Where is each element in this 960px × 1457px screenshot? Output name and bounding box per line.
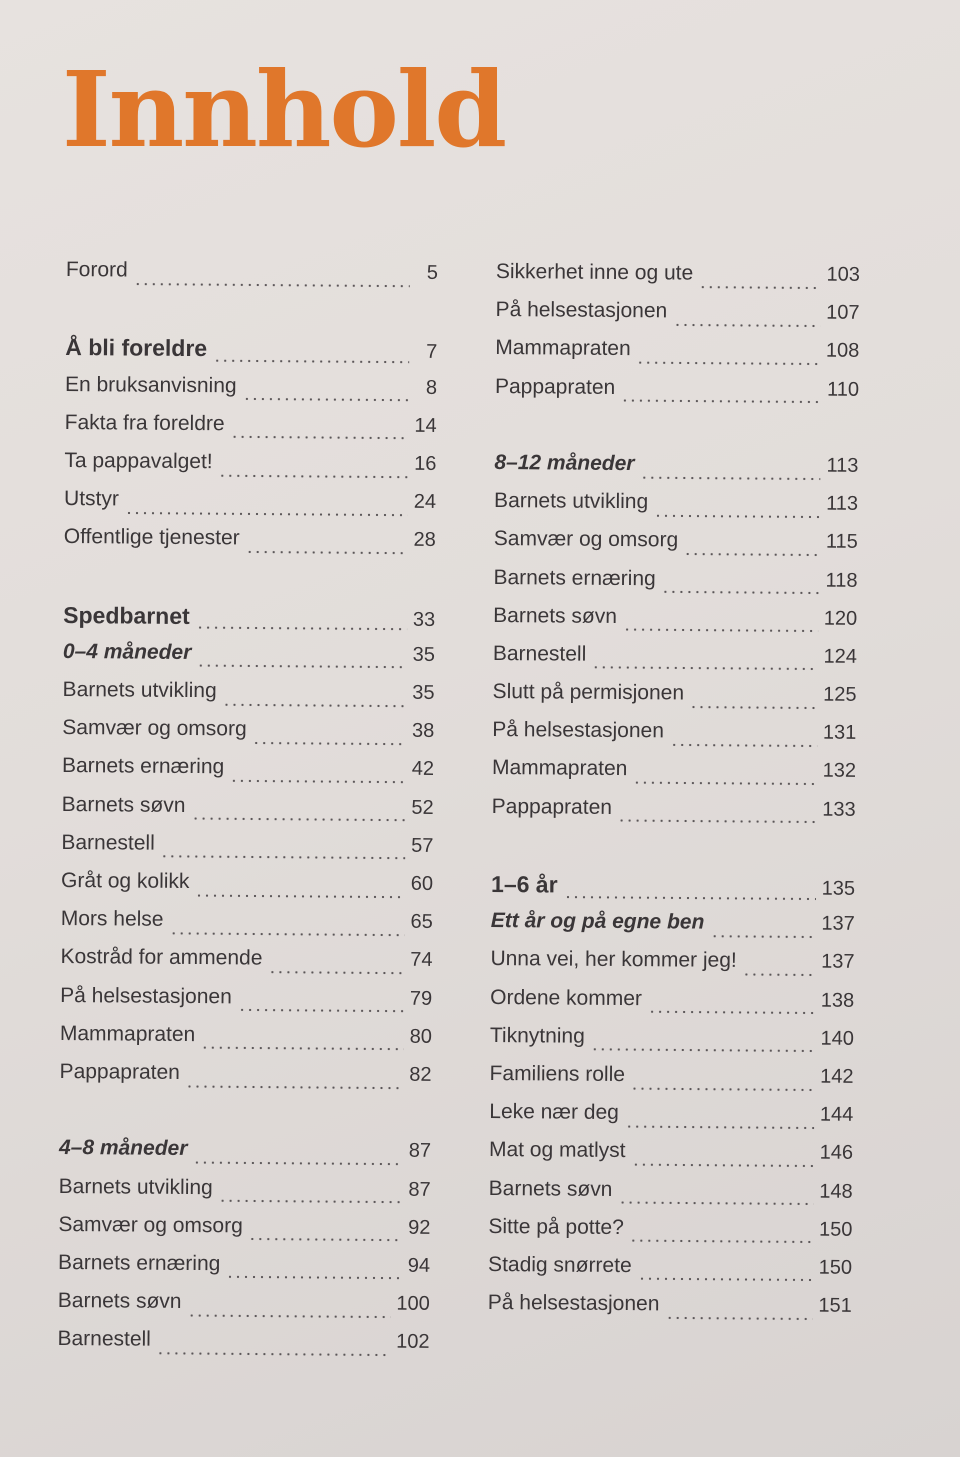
toc-page-number: 42 [411, 758, 435, 781]
dot-leader [710, 934, 815, 938]
dot-leader [637, 361, 820, 365]
toc-entry [60, 984, 432, 1025]
dot-leader [187, 1314, 390, 1319]
toc-entry [62, 754, 434, 795]
toc-entry [495, 298, 859, 339]
toc-entry [60, 945, 432, 986]
toc-page-number: 5 [426, 261, 438, 284]
toc-entry-label: 0–4 måneder [62, 639, 192, 664]
toc-page-number: 125 [823, 683, 857, 706]
dot-leader [654, 514, 820, 518]
dot-leader [238, 1009, 404, 1013]
dot-leader [638, 1278, 813, 1282]
toc-subsection-heading [63, 640, 435, 681]
toc-entry-label: Barnets ernæring [493, 565, 656, 590]
toc-entry-label: Kostråd for ammende [60, 945, 263, 970]
toc-entry-label: På helsestasjonen [487, 1291, 660, 1316]
dot-leader [592, 666, 817, 671]
toc-entry-label: Pappapraten [494, 374, 616, 399]
section-spacer [491, 833, 855, 874]
toc-page-number: 100 [396, 1292, 430, 1315]
toc-entry-label: Barnets søvn [493, 603, 618, 628]
toc-page-number: 24 [413, 490, 437, 514]
toc-entry-label: Ta pappavalget! [64, 448, 213, 474]
toc-page-number: 33 [412, 608, 436, 631]
toc-page-number: 14 [414, 414, 437, 437]
toc-entry-label: Sikkerhet inne og ute [495, 260, 694, 285]
toc-entry [492, 680, 856, 721]
dot-leader [213, 359, 409, 364]
toc-entry [489, 1138, 853, 1179]
dot-leader [125, 511, 408, 516]
toc-entry [58, 1251, 430, 1292]
toc-entry [489, 1062, 853, 1103]
toc-entry [60, 1022, 432, 1063]
dot-leader [186, 1084, 403, 1089]
toc-page-number: 140 [820, 1027, 854, 1050]
toc-entry-label: Barnestell [492, 641, 587, 666]
toc-entry-label: Stadig snørrete [488, 1252, 632, 1277]
toc-page-number: 132 [822, 760, 857, 783]
toc-page-number: 115 [825, 530, 858, 554]
toc-entry [494, 489, 858, 530]
toc-page-number: 74 [410, 949, 433, 972]
toc-page-number: 113 [826, 454, 859, 477]
toc-page-number: 103 [826, 263, 860, 286]
toc-entry [66, 258, 438, 299]
dot-leader [623, 628, 818, 633]
dot-leader [169, 932, 404, 937]
toc-entry-label: Barnets søvn [61, 792, 186, 817]
toc-left-column [57, 258, 438, 1368]
dot-leader [191, 817, 405, 822]
toc-entry-label: På helsestasjonen [492, 718, 665, 743]
toc-entry-label: Å bli foreldre [65, 334, 208, 362]
toc-entry [61, 907, 433, 948]
dot-leader [564, 895, 816, 900]
toc-page-number: 148 [819, 1180, 853, 1203]
toc-page-number: 28 [413, 529, 436, 552]
toc-entry-label: Sitte på potte? [488, 1214, 624, 1239]
dot-leader [230, 779, 406, 783]
toc-page-number: 120 [823, 607, 858, 630]
dot-leader [246, 550, 408, 554]
dot-leader [618, 1201, 813, 1206]
toc-page-number: 94 [407, 1254, 431, 1277]
toc-page-number: 131 [822, 721, 857, 745]
dot-leader [195, 894, 404, 899]
toc-page-number: 137 [821, 950, 855, 974]
toc-entry [62, 793, 434, 834]
dot-leader [640, 476, 820, 480]
toc-entry-label: Utstyr [64, 487, 120, 511]
toc-entry-label: Barnets søvn [488, 1176, 613, 1201]
dot-leader [690, 705, 817, 709]
toc-entry-label: Barnets ernæring [58, 1250, 221, 1276]
toc-entry [59, 1174, 431, 1215]
toc-entry [492, 756, 856, 797]
dot-leader [219, 1199, 403, 1203]
dot-leader [625, 1125, 814, 1129]
toc-page-number: 79 [409, 987, 433, 1010]
toc-entry [61, 831, 433, 872]
toc-entry-label: Tiknytning [489, 1023, 585, 1048]
toc-entry-label: Forord [65, 258, 128, 282]
toc-page-number: 102 [396, 1330, 430, 1354]
dot-leader [618, 819, 816, 824]
section-spacer [65, 296, 437, 337]
toc-entry-label: Mat og matlyst [488, 1138, 626, 1163]
toc-entry-label: Ett år og på egne ben [490, 909, 705, 934]
toc-entry-label: Gråt og kolikk [61, 868, 190, 893]
toc-entry-label: Barnestell [61, 830, 155, 855]
toc-entry [65, 373, 437, 414]
toc-page-number: 35 [412, 643, 435, 666]
toc-entry [493, 642, 857, 683]
toc-entry [492, 795, 856, 836]
toc-entry [496, 260, 860, 301]
toc-entry-label: En bruksanvisning [64, 372, 237, 397]
toc-page-number: 65 [410, 910, 433, 934]
toc-entry [495, 375, 859, 416]
toc-page-number: 144 [819, 1103, 854, 1126]
toc-entry [488, 1291, 852, 1332]
page-title: Innhold [62, 48, 506, 171]
toc-entry-label: Unna vei, her kommer jeg! [490, 947, 737, 973]
section-spacer [63, 563, 435, 604]
toc-entry-label: Offentlige tjenester [63, 525, 240, 550]
dot-leader [591, 1048, 815, 1053]
toc-entry-label: Mammapraten [59, 1021, 196, 1046]
dot-leader [630, 1239, 813, 1243]
toc-entry-label: Mammapraten [491, 756, 628, 781]
toc-page-number: 60 [410, 872, 434, 895]
toc-page-number: 110 [827, 378, 860, 401]
toc-entry [488, 1253, 852, 1294]
toc-section-heading [63, 602, 435, 643]
dot-leader [161, 855, 405, 860]
toc-section-heading [491, 871, 855, 912]
toc-page-number: 113 [826, 492, 859, 515]
toc-entry [493, 604, 857, 645]
dot-leader [249, 1238, 402, 1242]
toc-entry [61, 869, 433, 910]
toc-entry [62, 716, 434, 757]
toc-page-number: 38 [411, 719, 435, 743]
dot-leader [253, 741, 406, 745]
toc-entry-label: Mammapraten [495, 336, 631, 361]
dot-leader [223, 703, 407, 707]
toc-entry [490, 986, 854, 1027]
dot-leader [673, 323, 820, 327]
dot-leader [670, 743, 817, 747]
toc-page-number: 57 [411, 834, 434, 857]
toc-entry-label: Samvær og omsorg [58, 1212, 243, 1238]
toc-entry-label: Samvær og omsorg [493, 527, 679, 552]
toc-page-number: 7 [426, 341, 438, 364]
toc-page-number: 142 [820, 1065, 854, 1088]
dot-leader [230, 436, 408, 440]
dot-leader [197, 665, 406, 670]
toc-entry-label: Pappapraten [59, 1059, 180, 1084]
toc-entry-label: På helsestasjonen [495, 298, 668, 323]
toc-entry-label: Barnets søvn [57, 1289, 182, 1314]
toc-page-number: 16 [414, 452, 437, 475]
dot-leader [242, 398, 408, 402]
toc-page-number: 87 [408, 1140, 432, 1163]
toc-entry [492, 718, 856, 759]
toc-entry [64, 449, 436, 490]
toc-entry-label: Barnets ernæring [61, 754, 225, 779]
toc-entry [58, 1213, 430, 1254]
toc-page-number: 80 [409, 1025, 432, 1048]
toc-entry-label: Slutt på permisjonen [492, 680, 685, 705]
dot-leader [631, 1087, 814, 1091]
dot-leader [631, 1163, 813, 1167]
toc-entry-label: Samvær og omsorg [62, 716, 247, 741]
toc-entry [58, 1289, 430, 1330]
toc-page-number: 150 [818, 1218, 853, 1241]
toc-page-number: 133 [822, 798, 856, 821]
dot-leader [196, 626, 407, 631]
toc-entry [64, 487, 436, 528]
toc-entry-label: Barnestell [57, 1327, 151, 1351]
toc-entry [493, 565, 857, 606]
toc-entry-label: Leke nær deg [489, 1100, 619, 1125]
section-spacer [59, 1098, 431, 1139]
toc-entry-label: 8–12 måneder [494, 450, 635, 476]
toc-page-number: 146 [819, 1141, 854, 1165]
toc-entry-label: Spedbarnet [63, 601, 190, 629]
toc-entry [62, 678, 434, 719]
dot-leader [157, 1352, 390, 1357]
toc-entry [489, 1100, 853, 1141]
dot-leader [684, 552, 820, 556]
toc-page-number: 118 [825, 569, 858, 592]
toc-page-number: 52 [411, 796, 434, 819]
toc-page-number: 150 [818, 1256, 853, 1279]
toc-entry [490, 947, 854, 988]
toc-entry-label: 4–8 måneder [58, 1136, 188, 1161]
toc-page-number: 35 [412, 681, 435, 704]
toc-page-number: 151 [818, 1294, 852, 1317]
toc-entry [489, 1176, 853, 1217]
toc-entry-label: Pappapraten [491, 794, 613, 819]
toc-page-number: 137 [821, 912, 855, 936]
toc-entry-label: Mors helse [60, 907, 164, 931]
toc-entry [490, 1024, 854, 1065]
toc-subsection-heading [494, 451, 858, 492]
toc-entry-label: På helsestasjonen [60, 983, 232, 1008]
toc-page-number: 108 [825, 339, 860, 363]
toc-page-number: 107 [826, 301, 860, 325]
dot-leader [633, 781, 816, 785]
toc-page-number: 135 [821, 877, 856, 900]
toc-entry-label: 1–6 år [490, 870, 558, 898]
toc-entry [57, 1327, 429, 1368]
toc-entry [488, 1215, 852, 1256]
toc-page-number: 138 [820, 989, 855, 1012]
toc-subsection-heading [491, 909, 855, 950]
dot-leader [193, 1161, 402, 1166]
dot-leader [226, 1276, 402, 1280]
dot-leader [134, 282, 410, 287]
dot-leader [662, 590, 820, 594]
toc-section-heading [65, 334, 437, 375]
dot-leader [665, 1316, 812, 1320]
toc-entry-label: Barnets utvikling [58, 1174, 213, 1199]
toc-entry-label: Familiens rolle [489, 1061, 626, 1086]
toc-right-column [488, 260, 860, 1332]
toc-entry-label: Ordene kommer [490, 985, 643, 1010]
toc-page-number: 124 [823, 645, 857, 668]
toc-page-number: 92 [408, 1216, 431, 1239]
toc-page-number: 82 [409, 1063, 432, 1086]
dot-leader [648, 1010, 815, 1014]
toc-entry-label: Barnets utvikling [494, 489, 649, 514]
toc-entry [65, 411, 437, 452]
toc-page-number: 8 [425, 376, 438, 399]
toc-entry-label: Fakta fra foreldre [64, 410, 225, 436]
toc-entry [495, 336, 859, 377]
toc-entry-label: Barnets utvikling [62, 678, 217, 703]
toc-entry [59, 1060, 431, 1101]
toc-page-number: 87 [408, 1178, 431, 1201]
dot-leader [201, 1046, 403, 1051]
dot-leader [268, 971, 404, 975]
section-spacer [495, 413, 859, 454]
toc-entry [64, 525, 436, 566]
dot-leader [621, 399, 821, 404]
dot-leader [699, 285, 820, 289]
dot-leader [743, 973, 815, 977]
dot-leader [219, 474, 408, 478]
toc-subsection-heading [59, 1136, 431, 1177]
toc-entry [494, 527, 858, 568]
